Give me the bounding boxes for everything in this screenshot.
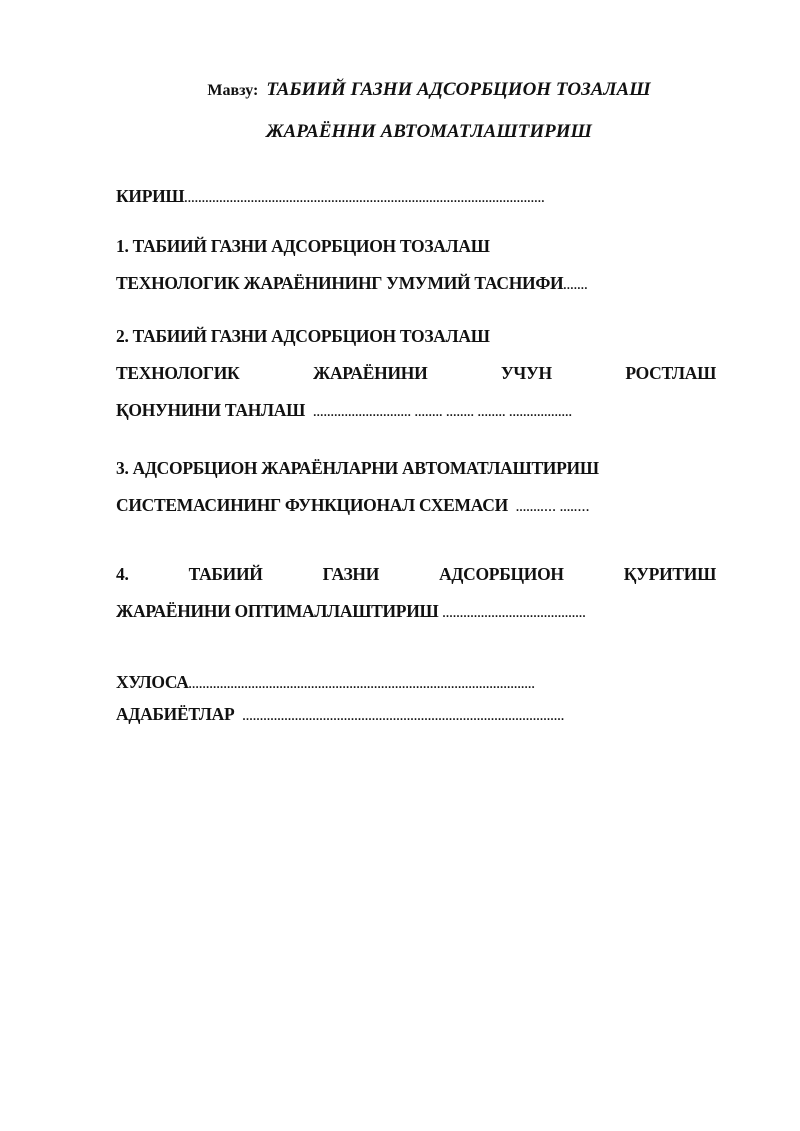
toc-intro-text: КИРИШ	[116, 186, 185, 206]
toc-entry-section-1	[116, 228, 716, 302]
toc-section-1-leader: .......	[563, 278, 588, 292]
toc-conclusion-line	[116, 666, 716, 698]
title-main-line-2: ЖАРАЁННИ АВТОМАТЛАШТИРИШ	[266, 121, 592, 142]
topic-prefix: Мавзу:	[207, 82, 259, 99]
toc-section-1-line-1: 1. ТАБИИЙ ГАЗНИ АДСОРБЦИОН ТОЗАЛАШ	[116, 236, 490, 256]
toc-section-4-word: 4.	[116, 564, 129, 584]
toc-section-4-word: ҚУРИТИШ	[623, 564, 716, 584]
toc-section-2-line-1: 2. ТАБИИЙ ГАЗНИ АДСОРБЦИОН ТОЗАЛАШ	[116, 326, 490, 346]
toc-section-2-word: УЧУН	[500, 363, 552, 383]
toc-entry-section-4	[116, 556, 716, 630]
title-main-line-1: ТАБИИЙ ГАЗНИ АДСОРБЦИОН ТОЗАЛАШ	[266, 79, 651, 100]
toc-section-2-word: ТЕХНОЛОГИК	[116, 363, 240, 383]
toc-entry-conclusion-references	[116, 666, 716, 730]
toc-references-leader: ............................................................................................	[242, 709, 565, 723]
toc-section-1-line-2: ТЕХНОЛОГИК ЖАРАЁНИНИНГ УМУМИЙ ТАСНИФИ	[116, 273, 564, 293]
toc-section-3-line-1: 3. АДСОРБЦИОН ЖАРАЁНЛАРНИ АВТОМАТЛАШТИРИШ	[116, 458, 599, 478]
toc-entry-intro	[116, 178, 716, 215]
toc-section-4-word: ГАЗНИ	[322, 564, 380, 584]
toc-section-2-line-3: ҚОНУНИНИ ТАНЛАШ	[116, 400, 306, 420]
toc-entry-section-2	[116, 318, 716, 429]
toc-section-2-word: ЖАРАЁНИНИ	[312, 363, 428, 383]
toc-section-2-word: РОСТЛАШ	[625, 363, 716, 383]
toc-section-4-line-1	[116, 556, 716, 593]
toc-section-4-word: ТАБИИЙ	[188, 564, 263, 584]
toc-intro-leader: .......................................................................................................	[184, 191, 545, 205]
toc-section-4-line-2: ЖАРАЁНИНИ ОПТИМАЛЛАШТИРИШ	[116, 601, 439, 621]
title-line-1	[0, 72, 800, 109]
toc-conclusion-text: ХУЛОСА	[116, 672, 189, 692]
toc-section-4-leader: .........................................	[442, 606, 587, 620]
toc-entry-section-3	[116, 450, 716, 524]
toc-section-3-line-2: СИСТЕМАСИНИНГ ФУНКЦИОНАЛ СХЕМАСИ	[116, 495, 508, 515]
toc-references-text: АДАБИЁТЛАР	[116, 704, 235, 724]
toc-references-line	[116, 698, 716, 730]
toc-section-2-leader: ............................ ........ ........ ........ ..................	[313, 405, 573, 419]
toc-section-2-line-2	[116, 355, 716, 392]
title-block	[0, 72, 800, 150]
toc-section-4-word: АДСОРБЦИОН	[439, 564, 564, 584]
toc-section-3-leader: ........… .....…	[516, 500, 591, 514]
toc-conclusion-leader: ...................................................................................................	[188, 677, 536, 691]
